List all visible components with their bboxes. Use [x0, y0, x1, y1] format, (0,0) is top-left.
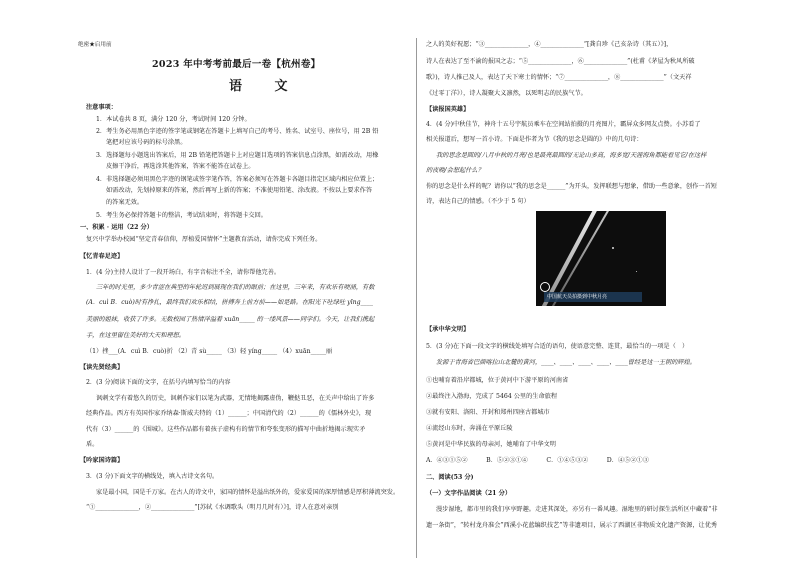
- q5-sentence-4: ④流经山东时，奔涌在平原丘陵: [426, 425, 513, 432]
- activity-intro: 复兴中学举办校园“坚定青春信仰，厚植爱国情怀”主题教育活动，请你完成下列任务。: [86, 236, 322, 243]
- note-5: 5．考生务必保持答题卡的整洁，考试结束时，将答题卡交回。: [96, 212, 267, 219]
- question-4b: 相关报道后，想写一首小诗。下面是作者为节《我的思念是圆的》中的几句诗：: [426, 136, 643, 143]
- q1-options: （1）挫___(A．cuì B．cuò)折 （2）青 sù_____ （3）轻 yíng_____ （4）xuān_____丽: [86, 348, 333, 355]
- broadcaster-logo-icon: [540, 282, 550, 292]
- question-4d: 诗，表达自己的情感。（不少于 5 句）: [426, 198, 530, 205]
- confidential-mark: 绝密★启用前: [78, 42, 112, 48]
- q2-passage-2: 经典作品。西方有英国作家乔纳森·斯威夫特的（1）______；中国清代的（2）______的《儒林外史》，现: [86, 410, 372, 417]
- q5-sentence-3: ③就有安阳、洛阳、开封和郑州四座古都城市: [426, 409, 550, 416]
- section-1-heading: 一、积累 · 运用（22 分）: [80, 224, 153, 231]
- tag-youth: 【忆青春足迹】: [80, 253, 124, 260]
- q5-sentence-1: ①也哺育着沿岸都城，位于黄河中下游平原的河南省: [426, 377, 569, 384]
- note-2b: 笔把对应该号码的标号涂黑。: [106, 139, 187, 146]
- poem-line-1: 我的思念是圆的/八月中秋的月亮/也是最亮最圆的/无论山多高，海多宽/天涯海角都能看见它/在这样: [436, 152, 707, 159]
- note-4c: 的答案无效。: [106, 199, 144, 206]
- q5-sentence-2: ②最终注入渤海，完成了 5464 公里的生命旅程: [426, 393, 558, 400]
- question-4: 4．(4 分)中秋佳节，神舟十五号宇航员乘车在空间站拍摄的月亮图片，霸屏众多网友点赞。小苏看了: [426, 121, 701, 128]
- q2-passage-1: 讽刺文学有着悠久的历史，讽刺作家们以笔为武器，无情地揭露虚伪，鞭挞丑恶，在关声中给出了许多: [96, 395, 375, 402]
- tag-poems: 【吟家国诗篇】: [80, 457, 124, 464]
- q3-continue-3: 歌》)，诗人推己及人，表达了天下寒士的情怀；“⑦______________，⑧______________”（文天祥: [426, 74, 692, 81]
- q3-passage-1: 家是最小国，国是千万家。在古人的诗文中，家国的情怀是溢出纸外的，爱家爱国的深厚情感是厚积薄流突发。: [96, 489, 400, 496]
- q5-passage: 发源于青海省巴颜喀拉山北麓的黄河，____、____、____、____、____曾经是这一王朝的辉煌。: [436, 359, 696, 366]
- question-1: 1．(4 分)主持人设计了一段开场白，有字音标注不全，请你帮他完善。: [86, 269, 281, 276]
- question-3: 3．(3 分)下面文字的横线处，填入古诗文名句。: [86, 473, 219, 480]
- note-4: 4．非选择题必须用黑色字迹的钢笔或签字笔作答，答案必须写在答题卡各题目指定区域内相应位置上；: [96, 176, 379, 183]
- tag-classics: 【读先贤经典】: [80, 364, 124, 371]
- q1-passage-1: 三年的时光里，多少青涩在典型的年轮迟到展现在我们的眼前；在这里，三年来，有欢乐有哽涌，有数: [96, 284, 375, 291]
- q3-continue-4: 《过零丁洋》），诗人凝聚大义凛然，以死明志的民族气节。: [426, 90, 587, 97]
- star-dot: [636, 271, 637, 272]
- tag-heroes: 【读报国英雄】: [426, 106, 470, 113]
- question-4c: 你的思念是什么样的呢？请你以“我的思念是______”为开头，发挥联想与想象，借助一些意象，创作一首短: [426, 183, 717, 190]
- tag-civilization: 【承中华文明】: [426, 326, 470, 333]
- q1-passage-2: (A．cuì B．cuò)时有挣扎，最终我们欢乐相结，拼搏奔上前方前——如是路。在阳光下吐绿吐 yīng____: [86, 299, 373, 306]
- reading-line-1: 漫步湿地，都市里的我们享享野趣。走进其深处，亦另有一番风趣。湿地里的研讨探生活所区中藏着“非: [436, 506, 718, 513]
- q3-continue-1: 之人的美好祝愿；“③______________，④______________”[龚自珍《己亥杂诗（其五）》]，: [426, 41, 673, 48]
- question-5: 5．(3 分)在下面一段文字的横线处填写合适的语句，使语意完整、连贯，最恰当的一项是（ ）: [426, 343, 689, 350]
- note-2: 2．考生务必用黑色字迹的签字笔或钢笔在答题卡上填写自己的考号、姓名、试室号、座位号，用 2B 铅: [96, 128, 379, 135]
- photo-caption: 中国航天员拍摄到中秋月亮: [544, 292, 642, 302]
- q5-choices: A．④③①⑤② B．⑤②③①④ C．①④⑤③② D．④⑤②①③: [426, 457, 649, 464]
- section-2-heading: 二、阅读(53 分): [426, 474, 474, 481]
- q5-sentence-5: ⑤黄河是中华民族的母亲河，她哺育了中华文明: [426, 441, 556, 448]
- moon-photo: [536, 211, 666, 306]
- poem-line-2: 的夜晚/会想起什么？: [426, 167, 484, 174]
- q1-passage-3: 美丽的姐妹，收获了许多。无数校园了热情洋溢着 xuān_____ 的一缕风景——同学们。今天，让我们携起: [86, 316, 375, 323]
- q3-passage-2: “①______________，②______________”[苏轼《水调歌头（明月几时有）》]，诗人在意对亲别: [86, 504, 339, 511]
- note-1: 1．本试卷共 8 页，满分 120 分，考试时间 120 分钟。: [96, 116, 251, 123]
- q2-passage-3: 代有（3）______的《围城》。这些作品都有着孩子虚构有的情节和夸张变形的描写中曲折地揭示现实矛: [86, 426, 366, 433]
- note-3: 3．选择题每小题选出答案后，用 2B 铅笔把答题卡上对应题目选项的答案信息点涂黑，如需改动，用橡: [96, 152, 379, 159]
- note-3b: 皮擦干净后，再选涂其他答案，答案不能答在试卷上。: [106, 163, 255, 170]
- exam-title: 2023 年中考考前最后一卷【杭州卷】: [152, 59, 321, 70]
- q3-continue-2: 诗人在表达了至不渝的报国之志；“⑤______________，⑥______________”(杜甫《茅屋为秋风所破: [426, 58, 695, 65]
- question-2: 2．(3 分)阅读下面的文字，在括号内填写恰当的内容: [86, 379, 231, 386]
- note-4b: 如需改动，先划掉原来的答案，然后再写上新的答案；不准使用铅笔、涂改液。不按以上要求作答: [106, 187, 373, 194]
- q1-passage-4: 手，在这里留住美好的大天和理想。: [86, 332, 185, 339]
- column-divider: [416, 38, 417, 558]
- subsection-heading: （一）文字作品阅读（21 分）: [426, 490, 512, 497]
- reading-line-2: 遗一条街”，“转村龙舟准会”西溪小花蓝编织技艺”等非遗项目，展示了西湖区非物质文化遗产资源，让优秀: [426, 522, 718, 529]
- subject-title: 语 文: [229, 79, 302, 94]
- moon-dot: [612, 247, 614, 249]
- q2-passage-4: 盾。: [86, 441, 99, 448]
- notes-heading: 注意事项：: [86, 104, 117, 111]
